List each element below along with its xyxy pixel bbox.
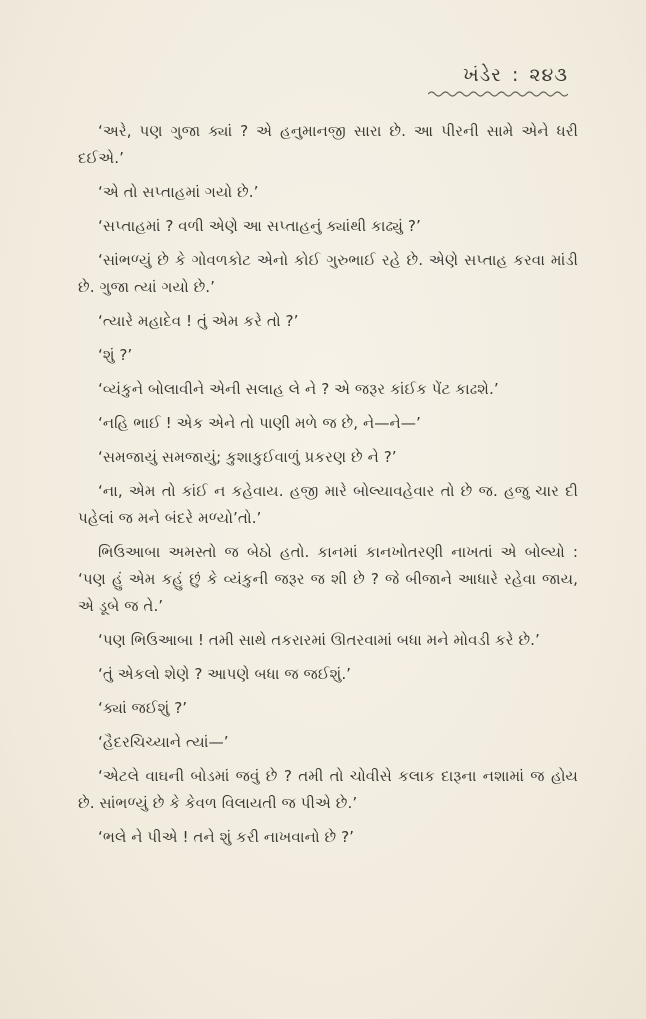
paragraph: ‘વ્યંકુને બોલાવીને એની સલાહ લે ને ? એ જરૂર કાંઈક પેંટ કાઢશે.’ bbox=[98, 380, 499, 398]
body-text bbox=[78, 118, 578, 858]
paragraph: ‘હૈદરચિચ્યાને ત્યાં—’ bbox=[98, 733, 229, 751]
paragraph: ‘ના, એમ તો કાંઈ ન કહેવાય. હજી મારે બોલ્યાવહેવાર તો છે જ. હજુ ચાર દી પહેલાં જ મને બંદરે મળ્યો’તો.’ bbox=[78, 482, 578, 527]
paragraph: ‘ત્યારે મહાદેવ ! તું એમ કરે તો ?’ bbox=[98, 312, 299, 330]
paragraph: ‘સાંભળ્યું છે કે ગોવળકોટ એનો કોઈ ગુરુભાઈ રહે છે. એણે સપ્તાહ કરવા માંડી છે. ગુજા ત્યાં ગયો છે.’ bbox=[78, 251, 578, 296]
paragraph: ‘સમજાયું સમજાયું; કુશાકુઈવાળું પ્રકરણ છે ને ?’ bbox=[98, 448, 397, 466]
running-title: ખંડેર bbox=[463, 64, 502, 86]
page-number: ૨૪૩ bbox=[529, 64, 568, 86]
paragraph: ‘અરે, પણ ગુજા ક્યાં ? એ હનુમાનજી સારા છે. આ પીરની સામે એને ધરી દઈએ.’ bbox=[78, 122, 578, 167]
header-separator: : bbox=[512, 64, 520, 86]
paragraph: ‘નહિ ભાઈ ! એક એને તો પાણી મળે જ છે, ને—ને—’ bbox=[98, 414, 421, 432]
paragraph: ‘પણ ભિઉઆબા ! તમી સાથે તકરારમાં ઊતરવામાં બધા મને મોવડી કરે છે.’ bbox=[98, 631, 540, 649]
paragraph: ‘એટલે વાઘની બોડમાં જવું છે ? તમી તો ચોવીસે કલાક દારૂના નશામાં જ હોય છે. સાંભળ્યું છે કે કેવળ વિલાયતી જ પીએ છે.’ bbox=[78, 767, 578, 812]
paragraph: ‘ભલે ને પીએ ! તને શું કરી નાખવાનો છે ?’ bbox=[98, 828, 354, 846]
paragraph: ‘તું એકલો શેણે ? આપણે બધા જ જઈશું.’ bbox=[98, 665, 352, 683]
paragraph: ‘ક્યાં જઈશું ?’ bbox=[98, 699, 188, 717]
paragraph: ‘એ તો સપ્તાહમાં ગયો છે.’ bbox=[98, 183, 259, 201]
paragraph: ભિઉઆબા અમસ્તો જ બેઠો હતો. કાનમાં કાનખોતરણી નાખતાં એ બોલ્યો : ‘પણ હું એમ કહું છું કે વ્યંકુની જરૂર જ શી છે ? જે બીજાને આધારે રહેવા જાય, એ ડૂબે જ તે.’ bbox=[78, 543, 578, 615]
paragraph: ‘સપ્તાહમાં ? વળી એણે આ સપ્તાહનું ક્યાંથી કાઢ્યું ?’ bbox=[98, 217, 421, 235]
wavy-rule-ornament bbox=[428, 90, 568, 98]
paragraph: ‘શું ?’ bbox=[98, 346, 133, 364]
page-header bbox=[428, 64, 568, 98]
running-head bbox=[428, 64, 568, 86]
